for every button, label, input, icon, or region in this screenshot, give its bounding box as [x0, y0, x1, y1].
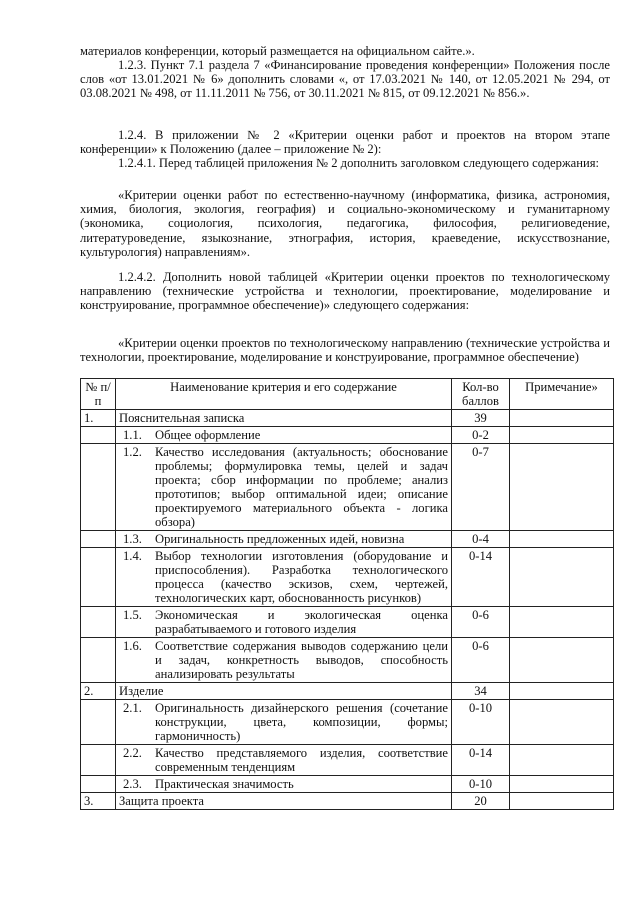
row-number — [81, 745, 116, 776]
row-points: 0-2 — [452, 427, 510, 444]
row-note — [510, 745, 614, 776]
criterion-code: 1.1. — [123, 428, 142, 442]
row-points: 0-4 — [452, 531, 510, 548]
row-points: 0-14 — [452, 745, 510, 776]
paragraph-1-2-3: 1.2.3. Пункт 7.1 раздела 7 «Финансирование проведения конференции» Положения после слов «от 13.01.2021 № 6» дополнить словами «, от 17.03.2021 № 140, от 12.05.2021 № 294, от 03.08.2021 № 498, от 11.11.2011 № 756, от 30.11.2021 № 815, от 09.12.2021 № 856.». — [80, 58, 610, 101]
table-row — [81, 683, 614, 700]
criterion-code: 1.5. — [123, 608, 142, 622]
row-criterion — [116, 607, 452, 638]
table-row — [81, 700, 614, 745]
criterion-code: 1.4. — [123, 549, 142, 563]
row-note — [510, 793, 614, 810]
row-points: 0-10 — [452, 776, 510, 793]
row-criterion — [116, 548, 452, 607]
table-row — [81, 444, 614, 531]
row-points: 0-6 — [452, 607, 510, 638]
paragraph-1-2-4-1: 1.2.4.1. Перед таблицей приложения № 2 дополнить заголовком следующего содержания: — [118, 156, 600, 170]
criterion-text: Практическая значимость — [155, 777, 294, 791]
row-criterion — [116, 700, 452, 745]
table-body — [81, 410, 614, 810]
row-criterion — [116, 745, 452, 776]
header-note: Примечание» — [510, 379, 614, 410]
table-row — [81, 745, 614, 776]
table-row — [81, 548, 614, 607]
criterion-code: 1.3. — [123, 532, 142, 546]
table-row — [81, 776, 614, 793]
criterion-text: Соответствие содержания выводов содержанию цели и задач, конкретность выводов, способность анализировать результаты — [155, 639, 448, 681]
header-name: Наименование критерия и его содержание — [116, 379, 452, 410]
table-header-row — [81, 379, 614, 410]
row-number — [81, 548, 116, 607]
row-criterion — [116, 683, 452, 700]
row-points: 20 — [452, 793, 510, 810]
row-number — [81, 607, 116, 638]
row-number — [81, 427, 116, 444]
row-number: 3. — [81, 793, 116, 810]
criterion-text: Оригинальность дизайнерского решения (сочетание конструкции, цвета, композиции, формы; гармоничность) — [155, 701, 448, 743]
criteria-table — [80, 378, 614, 810]
row-number — [81, 531, 116, 548]
row-number — [81, 638, 116, 683]
row-points: 0-10 — [452, 700, 510, 745]
row-note — [510, 607, 614, 638]
row-criterion — [116, 444, 452, 531]
row-number: 2. — [81, 683, 116, 700]
criterion-text: Защита проекта — [119, 794, 205, 808]
criterion-code: 2.2. — [123, 746, 142, 760]
criterion-code: 1.2. — [123, 445, 142, 459]
criterion-code: 2.1. — [123, 701, 142, 715]
paragraph-continuation: материалов конференции, который размещается на официальном сайте.». — [80, 44, 475, 58]
criterion-text: Качество исследования (актуальность; обоснование проблемы; формулировка темы, целей и задач проекта; сбор информации по проблеме; анализ прототипов; выбор оптимальной идеи; описание проектируемого материального объекта - логика обзора) — [155, 445, 448, 529]
row-criterion — [116, 531, 452, 548]
header-points: Кол-во баллов — [452, 379, 510, 410]
criterion-text: Оригинальность предложенных идей, новизна — [155, 532, 405, 546]
row-number — [81, 700, 116, 745]
row-points: 34 — [452, 683, 510, 700]
table-row — [81, 793, 614, 810]
criterion-text: Качество представляемого изделия, соответствие современным тенденциям — [155, 746, 448, 774]
criterion-code: 2.3. — [123, 777, 142, 791]
row-number — [81, 444, 116, 531]
row-note — [510, 444, 614, 531]
row-criterion — [116, 638, 452, 683]
criterion-code: 1.6. — [123, 639, 142, 653]
row-criterion — [116, 793, 452, 810]
row-points: 39 — [452, 410, 510, 427]
criterion-text: Изделие — [119, 684, 164, 698]
row-points: 0-14 — [452, 548, 510, 607]
row-criterion — [116, 410, 452, 427]
row-points: 0-6 — [452, 638, 510, 683]
table-row — [81, 638, 614, 683]
row-note — [510, 531, 614, 548]
criterion-text: Пояснительная записка — [119, 411, 245, 425]
paragraph-table-title: «Критерии оценки проектов по технологическому направлению (технические устройства и технологии, проектирование, моделирование и конструирование, программное обеспечение) — [80, 336, 610, 365]
row-number: 1. — [81, 410, 116, 427]
table-row — [81, 427, 614, 444]
paragraph-1-2-4-2: 1.2.4.2. Дополнить новой таблицей «Критерии оценки проектов по технологическому направлению (технические устройства и технологии, проектирование, моделирование и конструирование, программное обеспечение)» следующего содержания: — [80, 270, 610, 313]
header-num: № п/п — [81, 379, 116, 410]
row-number — [81, 776, 116, 793]
row-note — [510, 776, 614, 793]
row-criterion — [116, 427, 452, 444]
criterion-text: Экономическая и экологическая оценка разрабатываемого и готового изделия — [155, 608, 448, 636]
row-criterion — [116, 776, 452, 793]
row-points: 0-7 — [452, 444, 510, 531]
criterion-text: Выбор технологии изготовления (оборудование и приспособления). Разработка технологического процесса (качество эскизов, схем, чертежей, технологических карт, обоснованность рисунков) — [155, 549, 448, 605]
criterion-text: Общее оформление — [155, 428, 261, 442]
row-note — [510, 700, 614, 745]
row-note — [510, 638, 614, 683]
row-note — [510, 410, 614, 427]
row-note — [510, 683, 614, 700]
table-row — [81, 531, 614, 548]
row-note — [510, 548, 614, 607]
table-row — [81, 410, 614, 427]
table-row — [81, 607, 614, 638]
paragraph-criteria-heading: «Критерии оценки работ по естественно-научному (информатика, физика, астрономия, химия, биология, экология, география) и социально-экономическому и гуманитарному (экономика, социология, психология, педагогика, философия, религиоведение, литературоведение, языкознание, этнография, история, краеведение, искусствознание, культурология) направлениям». — [80, 188, 610, 259]
paragraph-1-2-4: 1.2.4. В приложении № 2 «Критерии оценки работ и проектов на втором этапе конференции» к Положению (далее – приложение № 2): — [80, 128, 610, 157]
row-note — [510, 427, 614, 444]
